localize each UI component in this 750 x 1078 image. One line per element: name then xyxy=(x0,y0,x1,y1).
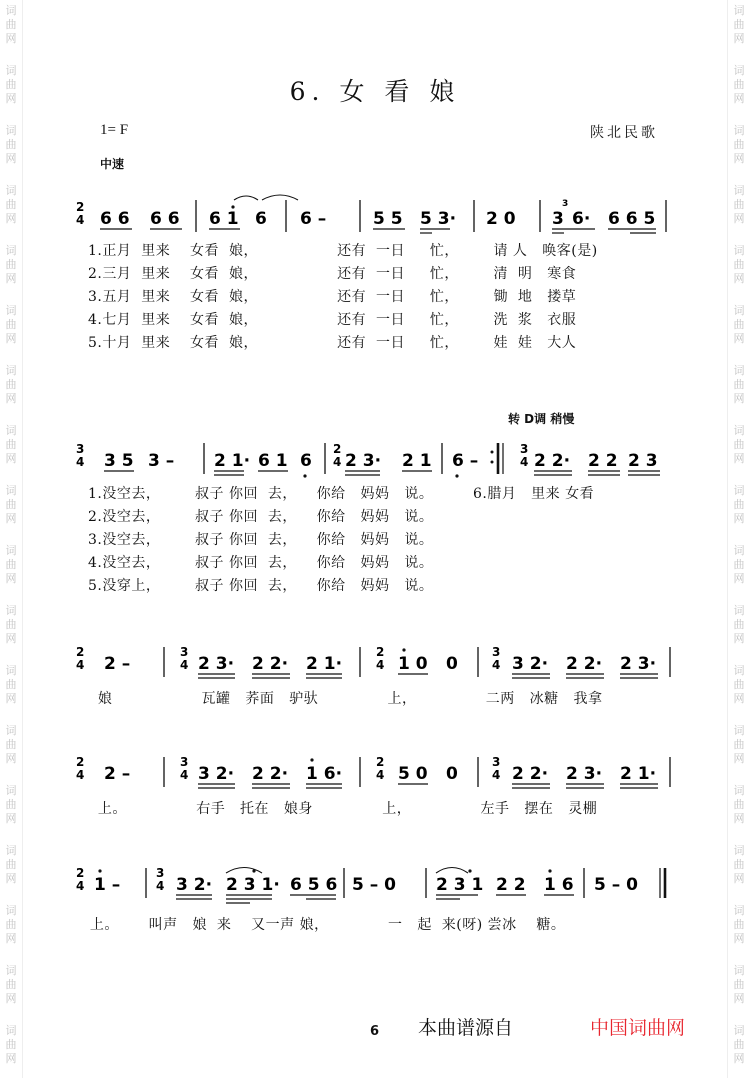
svg-text:4: 4 xyxy=(492,768,501,782)
svg-text:6·: 6· xyxy=(572,209,591,229)
svg-text:5 0: 5 0 xyxy=(398,764,428,784)
svg-text:6: 6 xyxy=(300,451,312,471)
lyric-line: 1.没空去， 叔子 你回 去， 你给 妈妈 说。 6.腊月 里来 女看 xyxy=(88,486,595,502)
svg-text:5 – 0: 5 – 0 xyxy=(594,875,638,895)
watermark-glyphs: 词 曲 网 xyxy=(5,544,17,585)
svg-text:4: 4 xyxy=(156,879,165,893)
lyric-line: 2.没空去， 叔子 你回 去， 你给 妈妈 说。 xyxy=(88,509,434,525)
watermark-glyphs: 词 曲 网 xyxy=(733,664,745,705)
left-watermark-strip xyxy=(0,0,23,1078)
svg-text:3 2·: 3 2· xyxy=(512,654,549,674)
lyric-line: 2.三月 里来 女看 娘， 还有 一日 忙， 清 明 寒食 xyxy=(88,266,577,282)
staff-line-3 xyxy=(76,645,670,678)
svg-text:2 1·: 2 1· xyxy=(620,764,657,784)
svg-text:5 3·: 5 3· xyxy=(420,209,457,229)
svg-text:2 3·: 2 3· xyxy=(345,451,382,471)
svg-text:6 6: 6 6 xyxy=(100,209,130,229)
svg-text:4: 4 xyxy=(492,658,501,672)
watermark-glyphs: 词 曲 网 xyxy=(5,604,17,645)
svg-text:2 3·: 2 3· xyxy=(198,654,235,674)
modulation-marking: 转 D调 稍慢 xyxy=(508,412,575,426)
watermark-glyphs: 词 曲 网 xyxy=(5,64,17,105)
svg-text:3: 3 xyxy=(156,866,165,880)
svg-text:3: 3 xyxy=(492,755,501,769)
watermark-glyphs: 词 曲 网 xyxy=(733,124,745,165)
watermark-glyphs: 词 曲 网 xyxy=(733,1024,745,1065)
svg-text:3: 3 xyxy=(562,199,569,209)
svg-text:2 1: 2 1 xyxy=(402,451,432,471)
svg-text:2: 2 xyxy=(76,866,85,880)
svg-text:2 3·: 2 3· xyxy=(620,654,657,674)
svg-text:4: 4 xyxy=(376,658,385,672)
tempo-marking: 中速 xyxy=(100,157,125,171)
watermark-glyphs: 词 曲 网 xyxy=(733,184,745,225)
staff-line-4 xyxy=(76,755,670,788)
watermark-glyphs: 词 曲 网 xyxy=(733,904,745,945)
svg-text:2 2·: 2 2· xyxy=(252,654,289,674)
watermark-glyphs: 词 曲 网 xyxy=(733,724,745,765)
svg-text:3: 3 xyxy=(552,209,564,229)
lyric-line: 5.没穿上， 叔子 你回 去， 你给 妈妈 说。 xyxy=(88,578,434,594)
watermark-glyphs: 词 曲 网 xyxy=(5,124,17,165)
svg-text:6 –: 6 – xyxy=(452,451,479,471)
svg-text:2 2·: 2 2· xyxy=(566,654,603,674)
svg-text:2 2: 2 2 xyxy=(496,875,526,895)
lyric-line: 上。 右手 托在 娘身 上， 左手 摆在 灵棚 xyxy=(88,801,598,817)
svg-text:4: 4 xyxy=(76,658,85,672)
svg-text:3 2·: 3 2· xyxy=(176,875,213,895)
watermark-glyphs: 词 曲 网 xyxy=(733,604,745,645)
svg-text:1 6: 1 6 xyxy=(544,875,574,895)
svg-text:2 2·: 2 2· xyxy=(252,764,289,784)
svg-text:4: 4 xyxy=(76,455,85,469)
svg-text:4: 4 xyxy=(76,213,85,227)
watermark-glyphs: 词 曲 网 xyxy=(5,424,17,465)
svg-text:0: 0 xyxy=(446,764,458,784)
svg-text:2 0: 2 0 xyxy=(486,209,516,229)
svg-text:3 2·: 3 2· xyxy=(198,764,235,784)
lyric-line: 4.七月 里来 女看 娘， 还有 一日 忙， 洗 浆 衣服 xyxy=(88,312,577,328)
svg-text:4: 4 xyxy=(180,768,189,782)
svg-text:2 3 1·: 2 3 1· xyxy=(226,875,280,895)
watermark-glyphs: 词 曲 网 xyxy=(733,304,745,345)
svg-text:3: 3 xyxy=(180,645,189,659)
svg-text:3 5: 3 5 xyxy=(104,451,134,471)
lyric-line: 3.五月 里来 女看 娘， 还有 一日 忙， 锄 地 搂草 xyxy=(88,289,577,305)
staff-line-1 xyxy=(76,195,666,233)
svg-text:2 2·: 2 2· xyxy=(512,764,549,784)
svg-text:4: 4 xyxy=(76,768,85,782)
watermark-glyphs: 词 曲 网 xyxy=(733,544,745,585)
watermark-glyphs: 词 曲 网 xyxy=(5,184,17,225)
svg-text:2 –: 2 – xyxy=(104,764,131,784)
right-watermark-strip xyxy=(727,0,750,1078)
svg-text:2: 2 xyxy=(333,442,342,456)
page-number: 6 xyxy=(370,1024,380,1039)
watermark-glyphs: 词 曲 网 xyxy=(5,484,17,525)
svg-text:4: 4 xyxy=(520,455,529,469)
lyric-line: 5.十月 里来 女看 娘， 还有 一日 忙， 娃 娃 大人 xyxy=(88,335,577,351)
svg-text:2 3·: 2 3· xyxy=(566,764,603,784)
lyric-line: 上。 叫声 娘 来 又一声 娘， 一 起 来(呀) 尝冰 糖。 xyxy=(80,917,566,933)
watermark-glyphs: 词 曲 网 xyxy=(733,244,745,285)
svg-text:2 3 1: 2 3 1 xyxy=(436,875,484,895)
svg-text:6 5 6: 6 5 6 xyxy=(290,875,338,895)
svg-text:3 –: 3 – xyxy=(148,451,175,471)
watermark-glyphs: 词 曲 网 xyxy=(5,844,17,885)
watermark-glyphs: 词 曲 网 xyxy=(5,244,17,285)
song-title: 6. 女 看 娘 xyxy=(289,77,461,106)
svg-text:2 1·: 2 1· xyxy=(214,451,251,471)
svg-text:2 2: 2 2 xyxy=(588,451,618,471)
svg-text:6 1: 6 1 xyxy=(209,209,239,229)
staff-line-5 xyxy=(76,866,665,903)
lyric-line: 娘 瓦罐 荞面 驴驮 上， 二两 冰糖 我拿 xyxy=(88,691,603,707)
svg-text:0: 0 xyxy=(446,654,458,674)
staff-line-2 xyxy=(76,442,660,478)
svg-text:1 6·: 1 6· xyxy=(306,764,343,784)
svg-text:3: 3 xyxy=(76,442,85,456)
watermark-glyphs: 词 曲 网 xyxy=(733,364,745,405)
svg-text:4: 4 xyxy=(376,768,385,782)
svg-text:1 0: 1 0 xyxy=(398,654,428,674)
svg-text:2: 2 xyxy=(76,645,85,659)
svg-text:3: 3 xyxy=(492,645,501,659)
svg-text:2: 2 xyxy=(376,645,385,659)
svg-text:6 –: 6 – xyxy=(300,209,327,229)
watermark-glyphs: 词 曲 网 xyxy=(733,964,745,1005)
watermark-glyphs: 词 曲 网 xyxy=(733,484,745,525)
svg-text:5 5: 5 5 xyxy=(373,209,403,229)
svg-text:1 –: 1 – xyxy=(94,875,121,895)
svg-text:6 6: 6 6 xyxy=(150,209,180,229)
watermark-glyphs: 词 曲 网 xyxy=(5,1024,17,1065)
watermark-glyphs: 词 曲 网 xyxy=(5,664,17,705)
watermark-glyphs: 词 曲 网 xyxy=(5,4,17,45)
svg-text:3: 3 xyxy=(180,755,189,769)
svg-text:3: 3 xyxy=(520,442,529,456)
svg-text:4: 4 xyxy=(333,455,342,469)
watermark-glyphs: 词 曲 网 xyxy=(5,304,17,345)
svg-text:6 6 5: 6 6 5 xyxy=(608,209,656,229)
key-signature: 1= F xyxy=(100,122,129,138)
svg-text:2 2·: 2 2· xyxy=(534,451,571,471)
lyric-line: 3.没空去， 叔子 你回 去， 你给 妈妈 说。 xyxy=(88,532,434,548)
svg-text:6 1: 6 1 xyxy=(258,451,288,471)
svg-text:2 1·: 2 1· xyxy=(306,654,343,674)
watermark-glyphs: 词 曲 网 xyxy=(5,724,17,765)
svg-text:2 3: 2 3 xyxy=(628,451,658,471)
svg-text:5 – 0: 5 – 0 xyxy=(352,875,396,895)
svg-text:4: 4 xyxy=(180,658,189,672)
site-name: 中国词曲网 xyxy=(590,1017,686,1039)
svg-text:4: 4 xyxy=(76,879,85,893)
song-origin: 陕北民歌 xyxy=(590,125,658,141)
watermark-glyphs: 词 曲 网 xyxy=(733,844,745,885)
watermark-glyphs: 词 曲 网 xyxy=(5,364,17,405)
watermark-glyphs: 词 曲 网 xyxy=(733,4,745,45)
svg-text:2: 2 xyxy=(76,755,85,769)
lyric-line: 1.正月 里来 女看 娘， 还有 一日 忙， 请 人 唤客(是) xyxy=(88,243,598,259)
svg-text:2: 2 xyxy=(376,755,385,769)
watermark-glyphs: 词 曲 网 xyxy=(733,784,745,825)
watermark-glyphs: 词 曲 网 xyxy=(5,904,17,945)
source-label: 本曲谱源自 xyxy=(418,1017,514,1039)
watermark-glyphs: 词 曲 网 xyxy=(733,64,745,105)
watermark-glyphs: 词 曲 网 xyxy=(733,424,745,465)
watermark-glyphs: 词 曲 网 xyxy=(5,784,17,825)
lyric-line: 4.没空去， 叔子 你回 去， 你给 妈妈 说。 xyxy=(88,555,434,571)
svg-text:6: 6 xyxy=(255,209,267,229)
watermark-glyphs: 词 曲 网 xyxy=(5,964,17,1005)
svg-text:2 –: 2 – xyxy=(104,654,131,674)
svg-text:2: 2 xyxy=(76,200,85,214)
